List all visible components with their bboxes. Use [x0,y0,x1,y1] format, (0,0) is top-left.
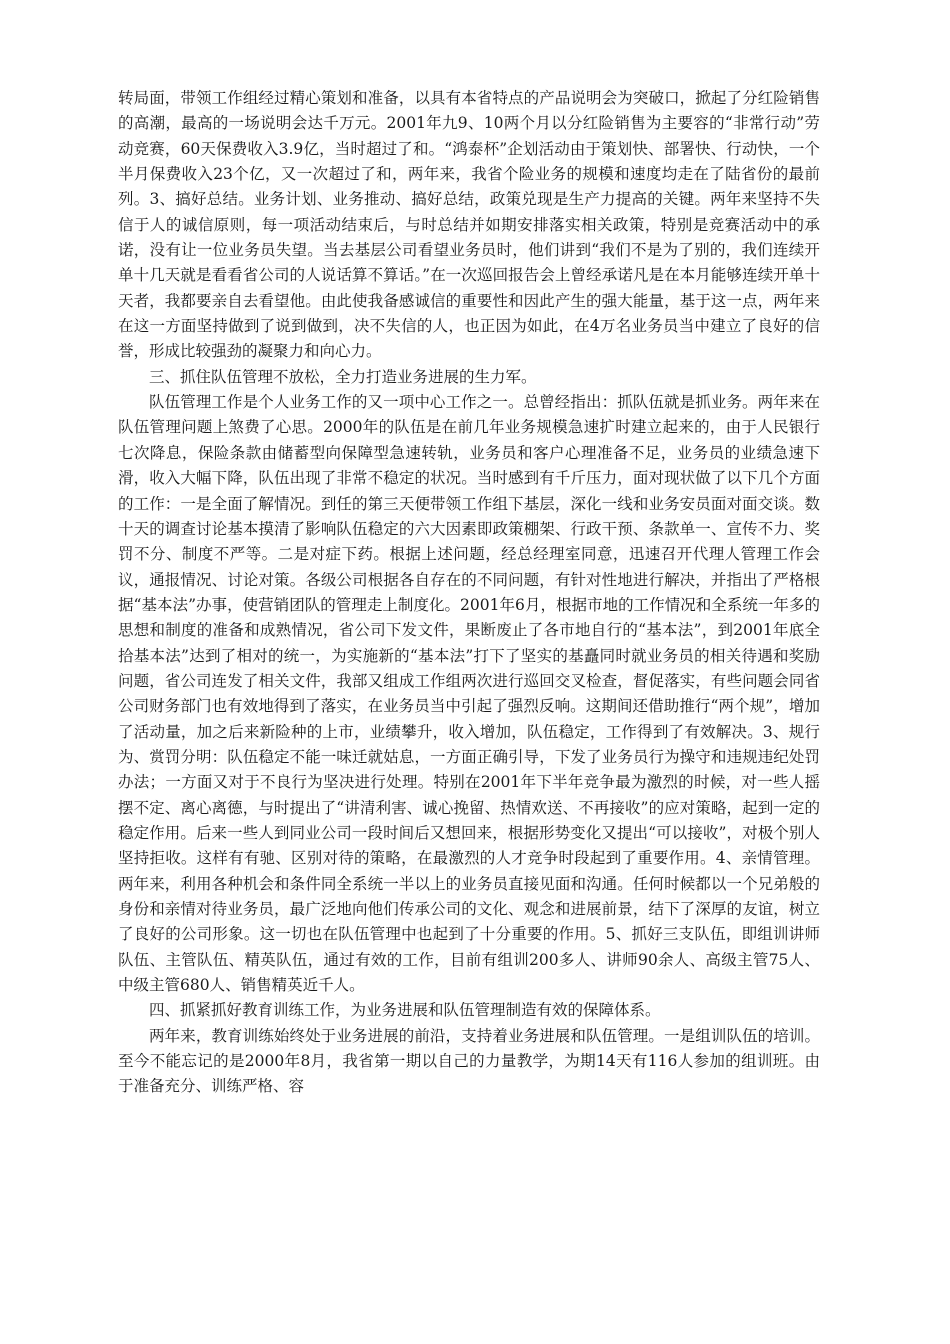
paragraph-training: 两年来，教育训练始终处于业务进展的前沿，支持着业务进展和队伍管理。一是组训队伍的培训。至今不能忘记的是2000年8月，我省第一期以自己的力量教学，为期14天有116人参加的组训班。由于准备充分、训练严格、容 [118,1026,820,1096]
document-body [118,86,820,1100]
paragraph-team-management: 队伍管理工作是个人业务工作的又一项中心工作之一。总曾经指出：抓队伍就是抓业务。两年来在队伍管理问题上煞费了心思。2000年的队伍是在前几年业务规模急速扩时建立起来的，由于人民银行七次降息，保险条款由储蓄型向保障型急速转轨，业务员和客户心理准备不足，业务员的业绩急速下滑，收入大幅下降，队伍出现了非常不稳定的状况。当时感到有千斤压力，面对现状做了以下几个方面的工作：一是全面了解情况。到任的第三天便带领工作组下基层，深化一线和业务安员面对面交谈。数十天的调查讨论基本摸清了影响队伍稳定的六大因素即政策棚架、行政干预、条款单一、宣传不力、奖罚不分、制度不严等。二是对症下药。根据上述问题，经总经理室同意，迅速召开代理人管理工作会议，通报情况、讨论对策。各级公司根据各自存在的不同问题，有针对性地进行解决，并指出了严格根据“基本法”办事，使营销团队的管理走上制度化。2001年6月，根据市地的工作情况和全系统一年多的思想和制度的准备和成熟情况，省公司下发文件，果断废止了各市地自行的“基本法”，到2001年底全拾基本法”达到了相对的统一，为实施新的“基本法”打下了坚实的基矗同时就业务员的相关待遇和奖励问题，省公司连发了相关文件，我部又组成工作组两次进行巡回交叉检查，督促落实，有些问题会同省公司财务部门也有效地得到了落实，在业务员当中引起了强烈反响。这期间还借助推行“两个规”，增加了活动量，加之后来新险种的上市，业绩攀升，收入增加，队伍稳定，工作得到了有效解决。3、规行为、赏罚分明：队伍稳定不能一味迁就姑息，一方面正确引导，下发了业务员行为操守和违规违纪处罚办法；一方面又对于不良行为坚决进行处理。特别在2001年下半年竞争最为激烈的时候，对一些人摇摆不定、离心离德，与时提出了“讲清利害、诚心挽留、热情欢送、不再接收”的应对策略，起到一定的稳定作用。后来一些人到同业公司一段时间后又想回来，根据形势变化又提出“可以接收”，对极个别人坚持拒收。这样有有驰、区别对待的策略，在最激烈的人才竞争时段起到了重要作用。4、亲情管理。两年来，利用各种机会和条件同全系统一半以上的业务员直接见面和沟通。任何时候都以一个兄弟般的身份和亲情对待业务员，最广泛地向他们传承公司的文化、观念和进展前景，结下了深厚的友谊，树立了良好的公司形象。这一切也在队伍管理中也起到了十分重要的作用。5、抓好三支队伍，即组训讲师队伍、主管队伍、精英队伍，通过有效的工作，目前有组训200多人、讲师90余人、高级主管75人、中级主管680人、销售精英近千人。 [118,393,820,995]
section-heading-three: 三、抓住队伍管理不放松，全力打造业务进展的生力军。 [149,367,537,386]
paragraph-continuation: 转局面，带领工作组经过精心策划和准备，以具有本省特点的产品说明会为突破口，掀起了分红险销售的高潮，最高的一场说明会达千万元。2001年九9、10两个月以分红险销售为主要容的“非常行动”劳动竞赛，60天保费收入3.9亿，当时超过了和。“鸿泰杯”企划活动由于策划快、部署快、行动快，一个半月保费收入23个亿，又一次超过了和，两年来，我省个险业务的规模和速度均走在了陆省份的最前列。3、搞好总结。业务计划、业务推动、搞好总结，政策兑现是生产力提高的关键。两年来坚持不失信于人的诚信原则，每一项活动结束后，与时总结并如期安排落实相关政策，特别是竞赛活动中的承诺，没有让一位业务员失望。当去基层公司看望业务员时，他们讲到“我们不是为了别的，我们连续开单十几天就是看看省公司的人说话算不算话。”在一次巡回报告会上曾经承诺凡是在本月能够连续开单十天者，我都要亲自去看望他。由此使我备感诚信的重要性和因此产生的强大能量，基于这一点，两年来在这一方面坚持做到了说到做到，决不失信的人，也正因为如此，在4万名业务员当中建立了良好的信誉，形成比较强劲的凝聚力和向心力。 [118,89,820,361]
section-heading-four: 四、抓紧抓好教育训练工作，为业务进展和队伍管理制造有效的保障体系。 [149,1001,661,1020]
